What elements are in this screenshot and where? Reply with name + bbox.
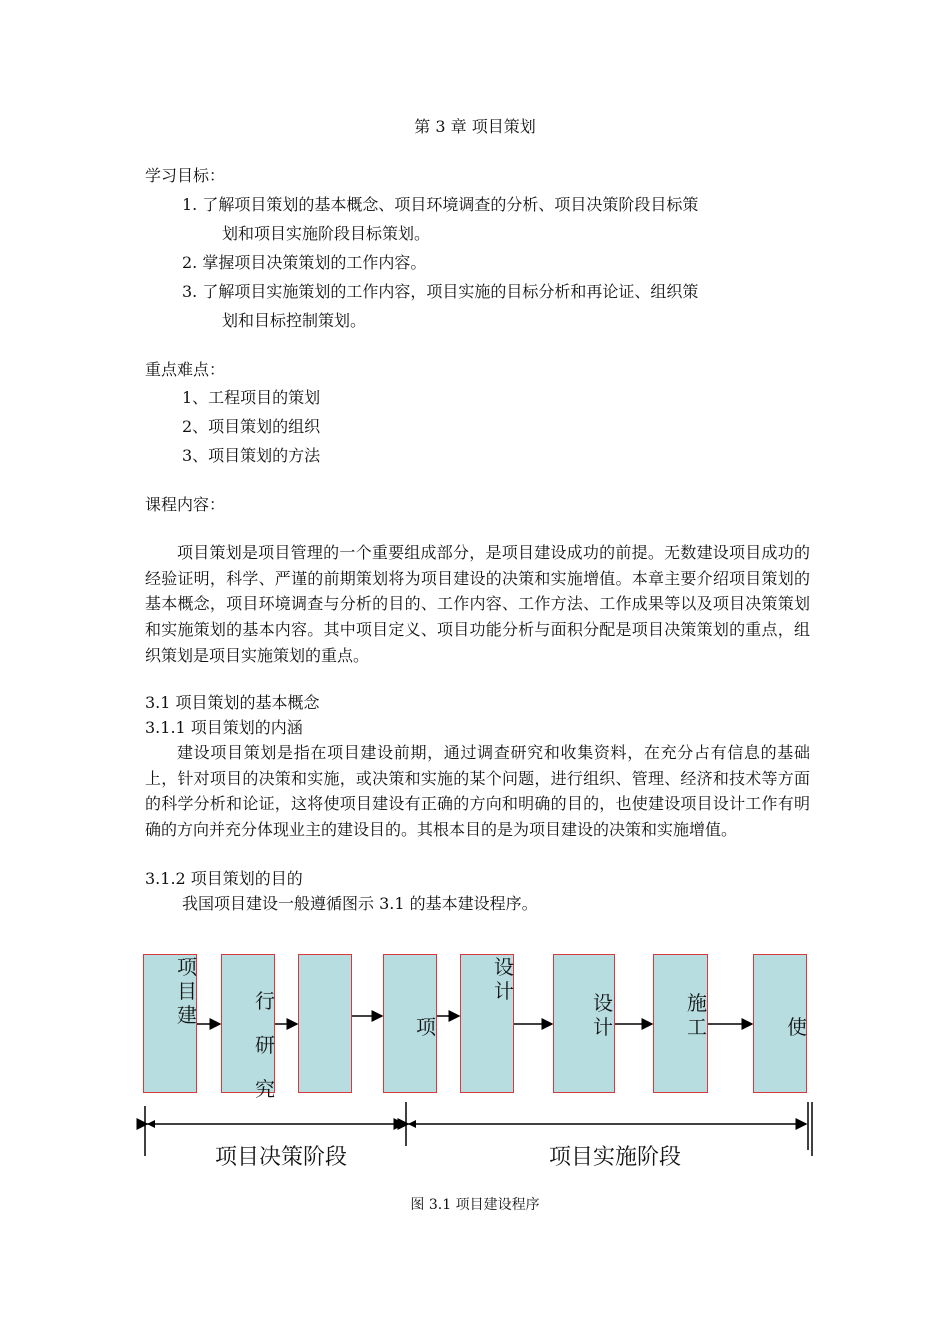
flow-box-8-label: 使	[787, 1015, 807, 1039]
objectives-heading: 学习目标：	[145, 166, 226, 185]
flow-box-2-label: 行 研究	[255, 989, 275, 1101]
keypoint-3: 3、项目策划的方法	[182, 446, 321, 465]
section-3-1-2-paragraph: 我国项目建设一般遵循图示 3.1 的基本建设程序。	[182, 894, 538, 913]
implementation-stage-label: 项目实施阶段	[549, 1145, 682, 1170]
keypoint-1: 1、工程项目的策划	[182, 388, 321, 407]
intro-paragraph: 项目策划是项目管理的一个重要组成部分，是项目建设成功的前提。无数建设项目成功的经验证明，科学、严谨的前期策划将为项目建设的决策和实施增值。本章主要介绍项目策划的基本概念，项目环境调查与分析的目的、工作内容、工作方法、工作成果等以及项目决策策划和实施策划的基本内容。其中项目定义、项目功能分析与面积分配是项目决策策划的重点，组织策划是项目实施策划的重点。	[145, 543, 810, 665]
section-3-1-2-heading: 3.1.2 项目策划的目的	[145, 869, 303, 888]
content-heading: 课程内容：	[145, 495, 226, 514]
objective-3-line1: 3. 了解项目实施策划的工作内容，项目实施的目标分析和再论证、组织策	[182, 282, 699, 301]
keypoint-2: 2、项目策划的组织	[182, 417, 321, 436]
chapter-title: 第 3 章 项目策划	[414, 117, 536, 136]
flow-box-3	[298, 954, 352, 1093]
flow-box-5-label: 设计	[494, 955, 514, 1003]
objective-1-line2: 划和项目实施阶段目标策划。	[222, 224, 431, 243]
objective-1-line1: 1. 了解项目策划的基本概念、项目环境调查的分析、项目决策阶段目标策	[182, 195, 699, 214]
section-3-1-1-paragraph: 建设项目策划是指在项目建设前期，通过调查研究和收集资料，在充分占有信息的基础上，针对项目的决策和实施，或决策和实施的某个问题，进行组织、管理、经济和技术等方面的科学分析和论证，这将使项目建设有正确的方向和明确的目的，也使建设项目设计工作有明确的方向并充分体现业主的建设目的。其根本目的是为项目建设的决策和实施增值。	[145, 743, 810, 840]
objective-2: 2. 掌握项目决策策划的工作内容。	[182, 253, 427, 272]
keypoints-heading: 重点难点：	[145, 360, 226, 379]
section-3-1-1-heading: 3.1.1 项目策划的内涵	[145, 718, 303, 737]
flow-box-1-label: 项目建	[177, 955, 197, 1027]
section-3-1-heading: 3.1 项目策划的基本概念	[145, 693, 320, 712]
flow-box-4-label: 项	[416, 1015, 436, 1039]
decision-stage-label: 项目决策阶段	[215, 1145, 348, 1170]
flow-box-7-label: 施工	[687, 991, 707, 1039]
figure-caption: 图 3.1 项目建设程序	[410, 1197, 540, 1213]
objective-3-line2: 划和目标控制策划。	[222, 311, 367, 330]
flow-box-6-label: 设计	[593, 991, 613, 1039]
